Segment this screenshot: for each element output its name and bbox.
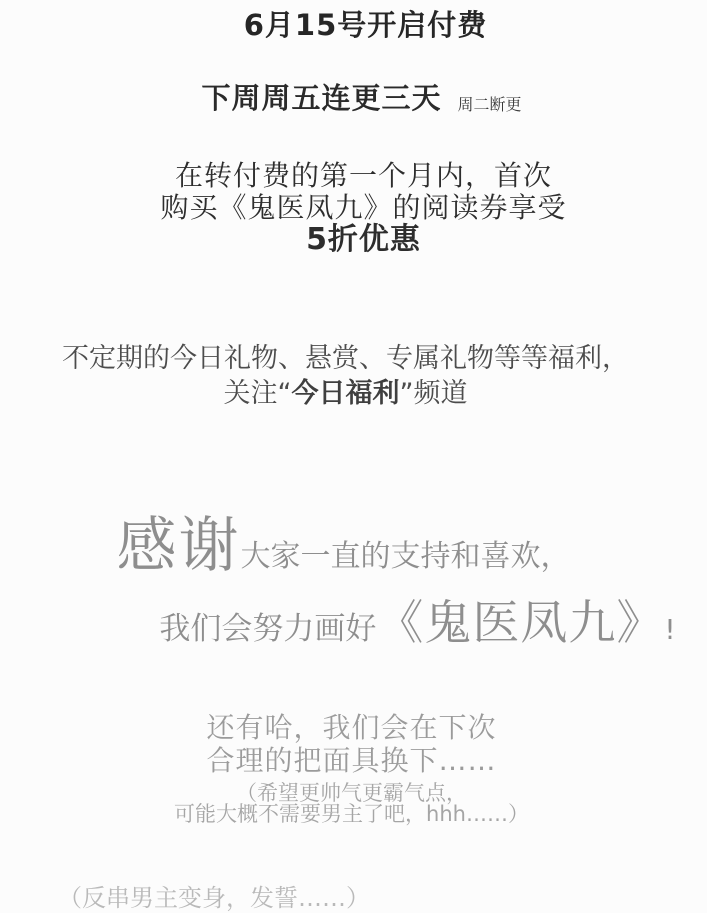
thanks-line-2 <box>64 586 707 653</box>
discount-line-1: 在转付费的第一个月内，首次 <box>174 159 552 192</box>
thanks-line2-prefix: 我们会努力画好 <box>159 611 377 647</box>
benefits-line-2 <box>0 376 699 411</box>
schedule-note-text: 周二断更 <box>457 95 522 114</box>
thanks-rest-text: 大家一直的支持和喜欢， <box>240 539 571 574</box>
benefits-paragraph <box>0 341 699 411</box>
benefits-line2-prefix: 关注“ <box>223 378 292 409</box>
page-title: 6月15号开启付费 <box>243 8 488 42</box>
mask-note-line-4: 可能大概不需要男主了吧，hhh……） <box>174 802 529 826</box>
discount-paragraph <box>10 160 707 256</box>
thanks-exclamation: ! <box>664 613 676 646</box>
benefits-line2-suffix: ”频道 <box>399 378 468 409</box>
schedule-main-text: 下周周五连更三天 <box>201 81 442 115</box>
thanks-line-1 <box>0 498 697 584</box>
benefits-line-1: 不定期的今日礼物、悬赏、专属礼物等等福利， <box>62 343 629 374</box>
thanks-paragraph <box>0 498 707 653</box>
benefits-channel-name: 今日福利 <box>291 378 400 409</box>
mask-note-line-2: 合理的把面具换下…… <box>206 744 497 777</box>
thanks-big-text: 感谢 <box>116 511 241 581</box>
discount-line-2: 购买《鬼医凤九》的阅读券享受 <box>160 191 567 224</box>
schedule-line <box>8 76 707 117</box>
mask-note-line-3: （希望更帅气更霸气点， <box>236 781 467 805</box>
mask-note-line-1: 还有哈，我们会在下次 <box>206 711 497 744</box>
mask-note-paragraph <box>0 711 705 825</box>
clipped-bottom-text: （反串男主变身，发誓……） <box>58 884 370 912</box>
discount-line-3: 5折优惠 <box>306 222 421 257</box>
manhua-title-text: 《鬼医凤九》 <box>376 596 665 651</box>
